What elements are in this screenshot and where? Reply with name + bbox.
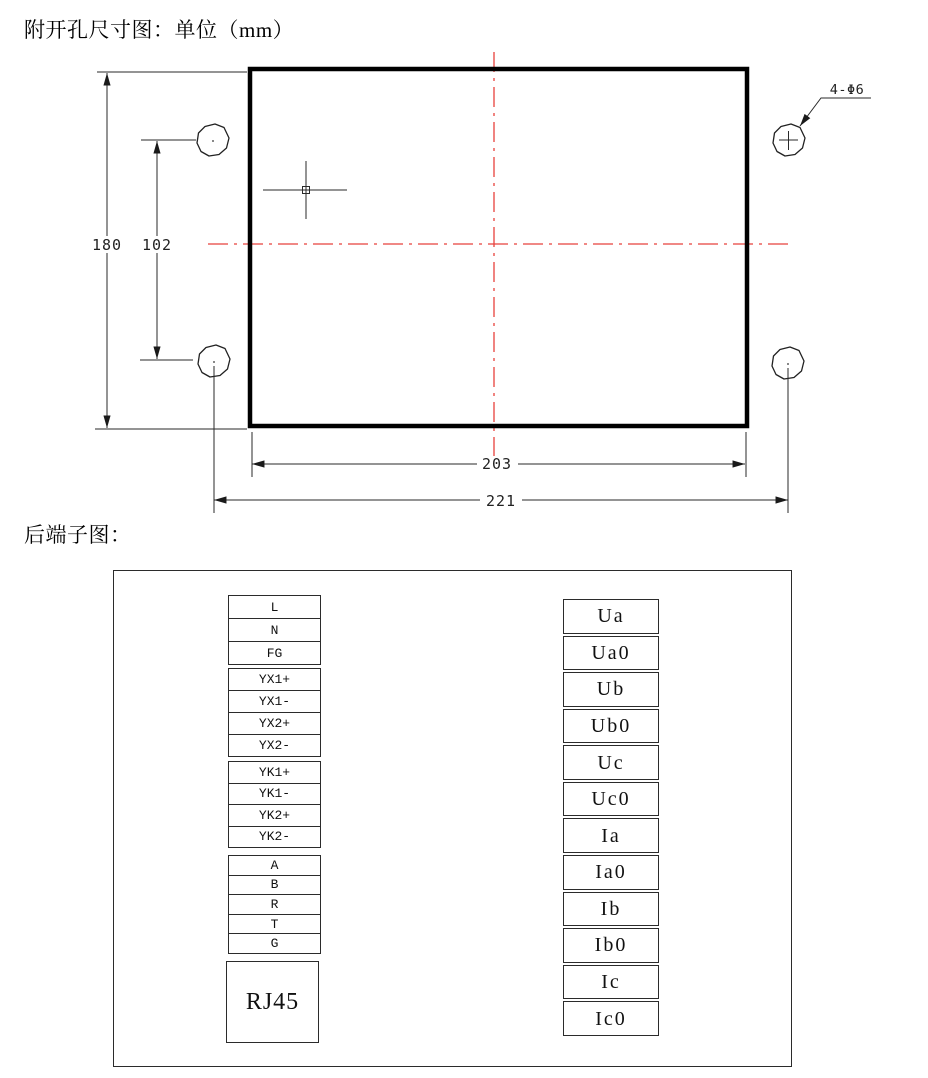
terminal-cell: Ib	[563, 892, 659, 927]
terminal-cell: R	[229, 895, 320, 915]
terminal-cell: N	[229, 619, 320, 642]
mounting-hole-top-left	[197, 124, 229, 156]
terminal-cell: Uc0	[563, 782, 659, 817]
hole-callout-leader	[800, 98, 871, 126]
terminal-cell: Ia0	[563, 855, 659, 890]
terminal-cell: Ic	[563, 965, 659, 1000]
terminal-cell: YK2-	[258, 829, 291, 845]
terminal-group-power	[228, 595, 321, 665]
terminal-group-remote-signal	[228, 668, 321, 757]
crosshair-cursor-icon	[263, 161, 347, 219]
terminal-cell: Ia	[563, 818, 659, 853]
rj45-port: RJ45	[226, 961, 319, 1043]
terminal-diagram-title: 后端子图：	[24, 523, 132, 547]
terminal-diagram	[113, 570, 792, 1067]
terminal-cell: Ua	[563, 599, 659, 634]
dim-label-180: 180	[91, 236, 123, 254]
dim-label-203: 203	[481, 455, 513, 473]
hole-center-dot	[213, 361, 215, 363]
terminal-cell: Uc	[563, 745, 659, 780]
terminal-cell: YX2+	[229, 713, 320, 735]
terminal-cell: YK1-	[229, 784, 320, 806]
terminal-cell: T	[229, 915, 320, 935]
terminal-column-analog	[563, 599, 659, 1036]
terminal-cell: Ua0	[563, 636, 659, 671]
terminal-cell: YK1+	[229, 762, 320, 784]
hole-center-dot	[787, 363, 789, 365]
hole-center-cross-icon	[779, 131, 798, 150]
panel-cutout-rect	[250, 69, 747, 426]
terminal-cell: YX1-	[229, 691, 320, 713]
cutout-drawing-title: 附开孔尺寸图：单位（mm）	[24, 18, 295, 42]
terminal-cell: B	[229, 876, 320, 896]
hole-center-dot	[212, 140, 214, 142]
dimension-hole-spacing-horizontal	[214, 366, 788, 513]
terminal-cell: YK2+	[229, 805, 320, 827]
dim-label-221: 221	[485, 492, 517, 510]
terminal-cell: YX2-	[258, 738, 291, 753]
terminal-group-remote-control	[228, 761, 321, 848]
terminal-group-comm	[228, 855, 321, 954]
terminal-cell: L	[229, 596, 320, 619]
terminal-cell: A	[229, 856, 320, 876]
terminal-cell: Ib0	[563, 928, 659, 963]
terminal-cell: Ub0	[563, 709, 659, 744]
terminal-cell: YX1+	[229, 669, 320, 691]
hole-callout-label: 4-Φ6	[829, 82, 865, 98]
dim-label-102: 102	[141, 236, 173, 254]
terminal-cell: Ub	[563, 672, 659, 707]
terminal-cell: Ic0	[563, 1001, 659, 1036]
terminal-cell: FG	[266, 645, 283, 661]
terminal-cell: G	[270, 936, 279, 952]
